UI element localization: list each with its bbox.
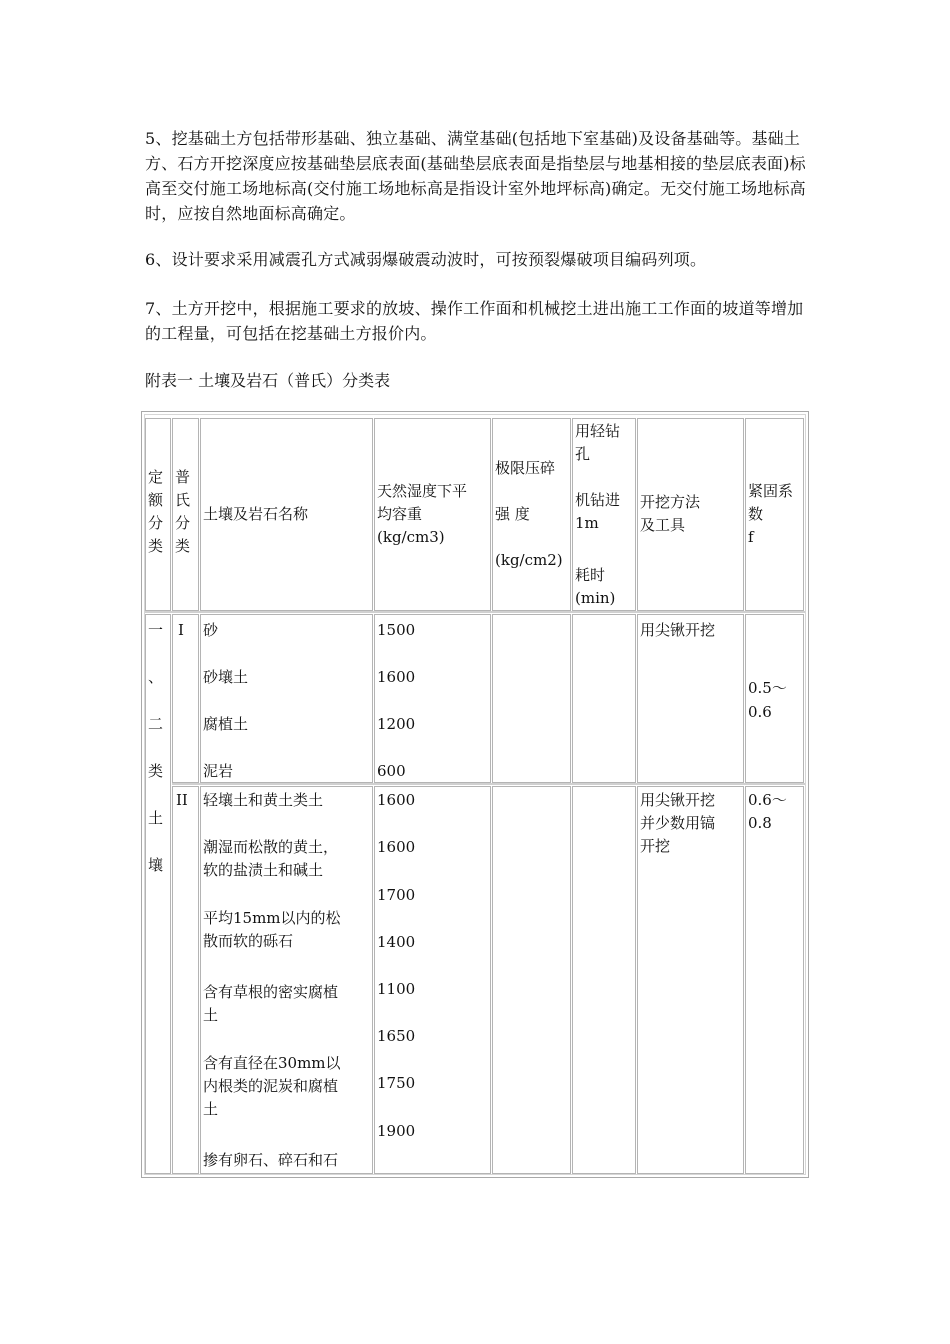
table-row: 泥岩 (203, 762, 234, 780)
table-row: 轻壤土和黄土类土 (203, 791, 324, 809)
header-name: 土壤及岩石名称 (200, 418, 373, 611)
paragraph-5: 5、挖基础土方包括带形基础、独立基础、满堂基础(包括地下室基础)及设备基础等。基础土方、石方开挖深度应按基础垫层底表面(基础垫层底表面是指垫层与地基相接的垫层底表面)标高至交付施工场地标高(交付施工场地标高是指设计室外地坪标高)确定。无交付施工场地标高时，应按自然地面标高确定。 (145, 129, 806, 223)
header-strength: 极限压碎 强 度 (kg/cm2) (492, 418, 571, 611)
table-row: 含有直径在30mm以 (203, 1054, 341, 1072)
table-row: 潮湿而松散的黄土， (203, 838, 339, 856)
table-row: 平均15mm以内的松 (203, 909, 341, 927)
group2-class: II (172, 786, 199, 1174)
header-protodyakonov-class: 普 氏 分 类 (172, 418, 199, 611)
group2-strength (492, 786, 571, 1174)
group2-names: 轻壤土和黄土类土 潮湿而松散的黄土， 软的盐渍土和碱土 平均15mm以内的松 散而软的砾石 含有草根的密实腐植 土 含有直径在30mm以 内根类的泥炭和腐植 土 掺有卵石、碎石和石 (200, 786, 373, 1174)
table-row: 含有草根的密实腐植 (203, 983, 339, 1001)
group2-drill-time (572, 786, 636, 1174)
header-quota-class: 定 额 分 类 (145, 418, 171, 611)
table-row: 砂壤土 (203, 668, 249, 686)
group1-drill-time (572, 614, 636, 783)
group1-densities: 1500 1600 1200 600 (374, 614, 491, 783)
table-caption: 附表一 土壤及岩石（普氏）分类表 (145, 371, 391, 390)
group1-names (200, 614, 373, 783)
header-density: 天然湿度下平 均容重 (kg/cm3) (374, 418, 491, 611)
group1-strength (492, 614, 571, 783)
quota-class-cell: 一 、 二 类 土 壤 (145, 614, 171, 1174)
group1-class: I (172, 614, 199, 783)
group2-firmness: 0.6～ 0.8 (745, 786, 804, 1174)
group1-firmness: 0.5～ 0.6 (745, 614, 804, 783)
table-row: 砂 (203, 621, 219, 639)
group2-densities: 1600 1600 1700 1400 1100 1650 1750 1900 (374, 786, 491, 1174)
header-firmness: 紧固系 数 f (745, 418, 804, 611)
header-drill-time: 用轻钻 孔 机钻进 1m 耗时 (min) (572, 418, 636, 611)
paragraph-6: 6、设计要求采用减震孔方式减弱爆破震动波时，可按预裂爆破项目编码列项。 (145, 250, 707, 269)
header-method: 开挖方法 及工具 (637, 418, 744, 611)
table-row: 掺有卵石、碎石和石 (203, 1151, 339, 1169)
group2-method: 用尖锹开挖 并少数用镐 开挖 (637, 786, 744, 1174)
group1-method: 用尖锹开挖 (637, 614, 744, 783)
table-row: 腐植土 (203, 715, 249, 733)
paragraph-7: 7、土方开挖中，根据施工要求的放坡、操作工作面和机械挖土进出施工工作面的坡道等增加的工程量，可包括在挖基础土方报价内。 (145, 299, 804, 343)
